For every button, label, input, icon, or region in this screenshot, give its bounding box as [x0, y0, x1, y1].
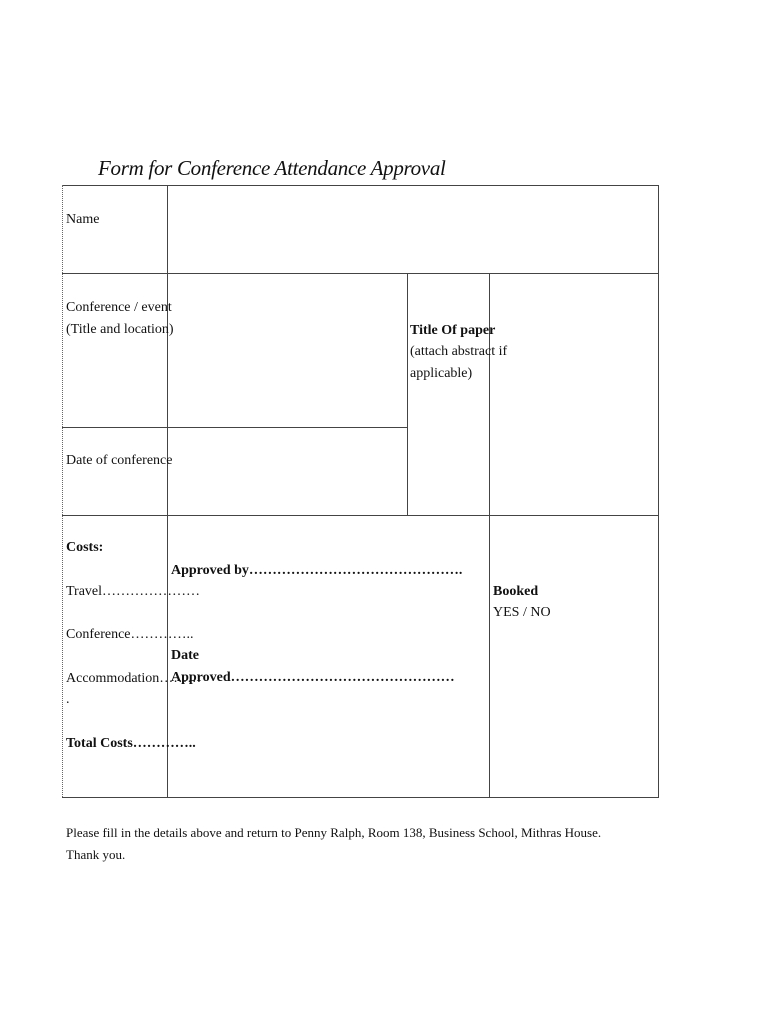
travel-label: Travel………………… [66, 584, 201, 599]
title-paper-label: Title Of paper [410, 323, 496, 338]
conference-input-cell[interactable] [168, 274, 407, 427]
total-costs-label: Total Costs………….. [66, 736, 196, 751]
date-conference-label: Date of conference [66, 453, 173, 468]
title-paper-sublabel-2: applicable) [410, 366, 473, 381]
costs-label: Costs: [66, 540, 104, 555]
title-paper-sublabel-1: (attach abstract if [410, 344, 508, 359]
title-paper-left-divider [407, 273, 408, 515]
footer-line-2: Thank you. [66, 847, 126, 862]
conference-label: Conference / event [66, 300, 172, 315]
conference-sublabel: (Title and location) [66, 322, 174, 337]
name-label: Name [66, 212, 100, 227]
date-conference-input-cell[interactable] [168, 428, 407, 515]
date-approved-label: Approved………………………………………… [171, 670, 455, 685]
footer-line-1: Please fill in the details above and return to Penny Ralph, Room 138, Business School, Mithras House. [66, 825, 602, 840]
booked-options: YES / NO [493, 605, 551, 620]
row-divider-date [62, 515, 659, 516]
approved-by-label: Approved by………………………………………. [171, 563, 463, 578]
accommodation-label: Accommodation……… [66, 671, 202, 686]
table-border-bottom [62, 797, 659, 798]
form-title: Form for Conference Attendance Approval [98, 156, 446, 180]
name-input-cell[interactable] [168, 186, 658, 273]
title-paper-input-cell[interactable] [490, 274, 658, 515]
table-border-left [62, 185, 63, 797]
table-border-right [658, 185, 659, 797]
date-label: Date [171, 648, 199, 663]
conference-cost-label: Conference………….. [66, 627, 194, 642]
footer-instructions [66, 822, 601, 866]
accommodation-continuation: . [66, 692, 70, 707]
booked-label: Booked [493, 584, 539, 599]
